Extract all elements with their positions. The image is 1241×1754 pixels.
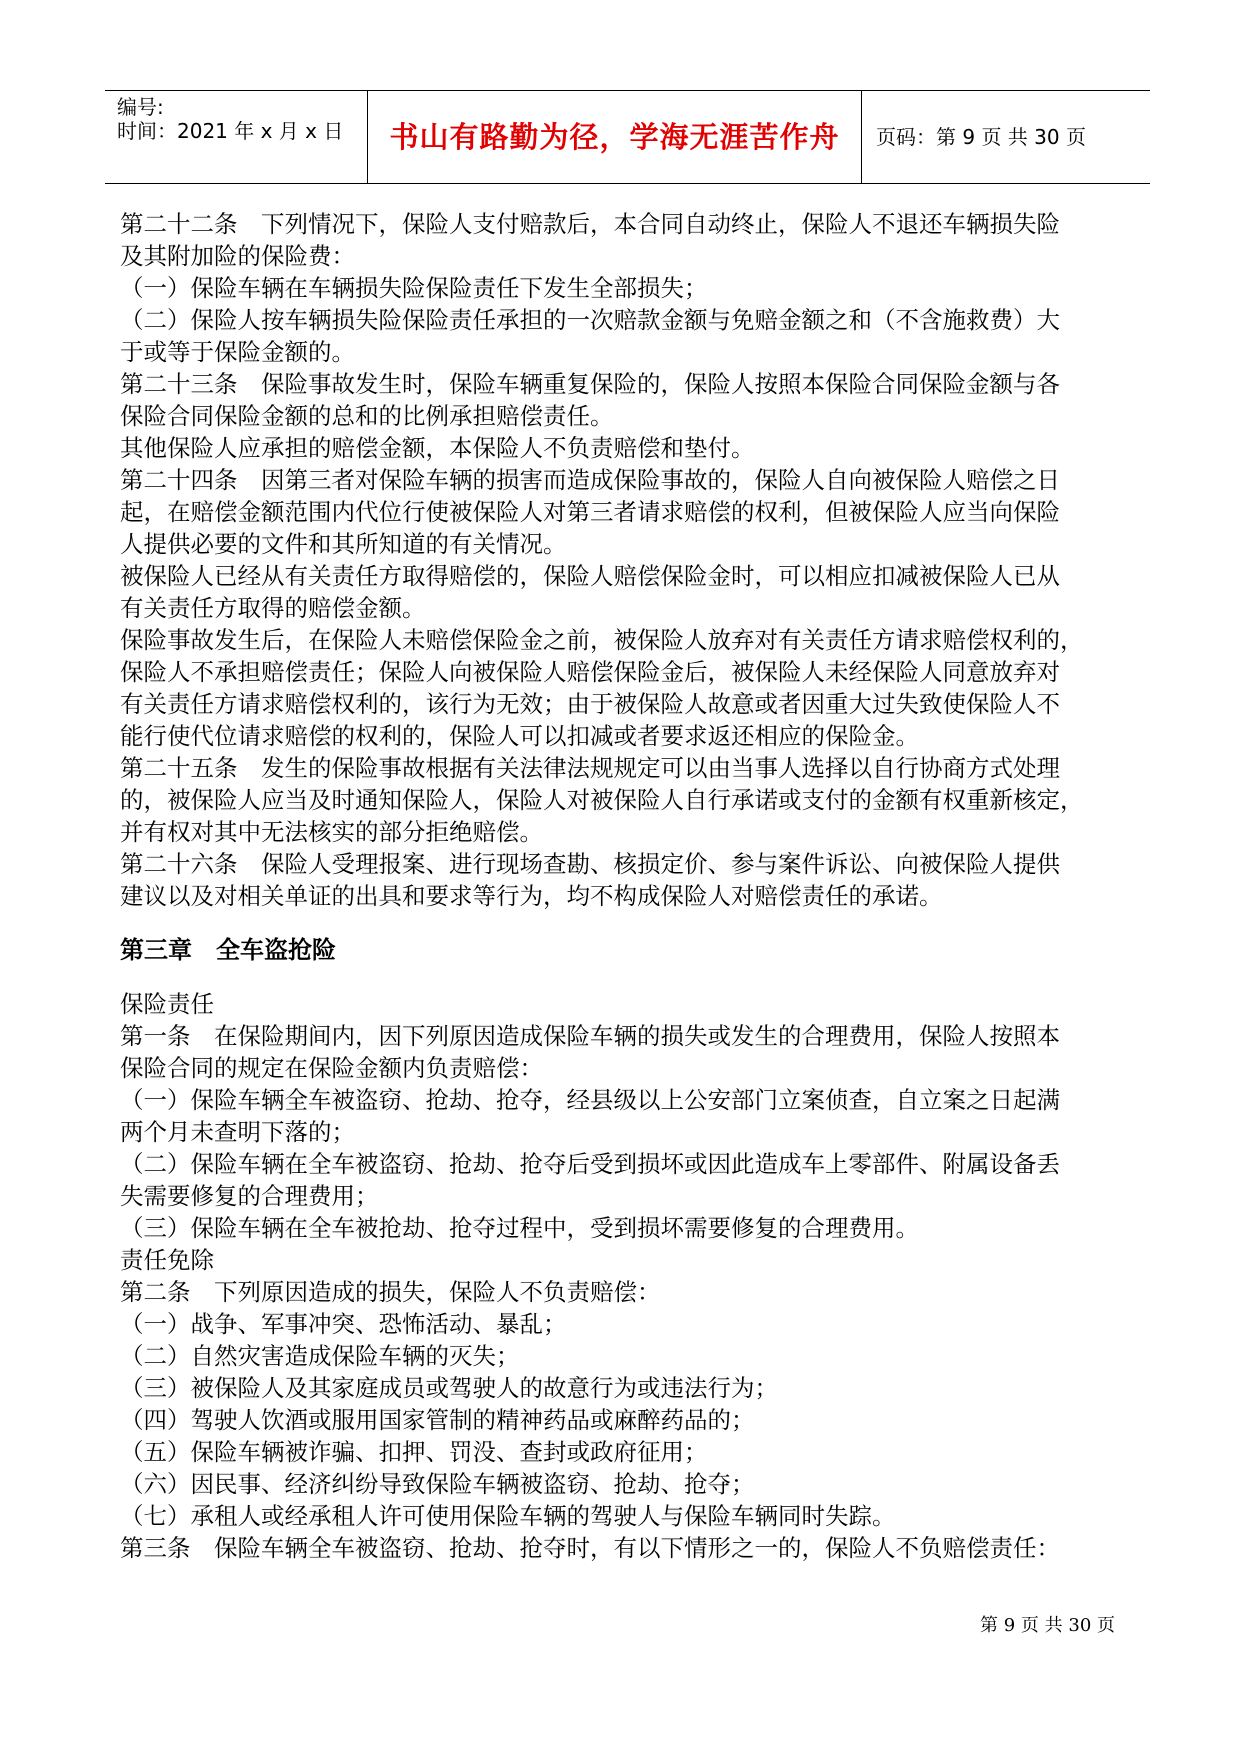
header-meta-cell [105, 91, 367, 183]
body-line: 保险事故发生后，在保险人未赔偿保险金之前，被保险人放弃对有关责任方请求赔偿权利的， [120, 626, 1084, 654]
body-line: 第二十三条 保险事故发生时，保险车辆重复保险的，保险人按照本保险合同保险金额与各 [120, 370, 1060, 398]
page-footer: 第 9 页 共 30 页 [980, 1615, 1115, 1636]
header-page-info: 页码：第 9 页 共 30 页 [876, 125, 1086, 149]
body-line: 并有权对其中无法核实的部分拒绝赔偿。 [120, 818, 543, 846]
body-line: （一）保险车辆全车被盗窃、抢劫、抢夺，经县级以上公安部门立案侦查，自立案之日起满 [120, 1086, 1060, 1114]
body-line: 有关责任方请求赔偿权利的，该行为无效；由于被保险人故意或者因重大过失致使保险人不 [120, 690, 1060, 718]
body-line: （二）保险人按车辆损失险保险责任承担的一次赔款金额与免赔金额之和（不含施救费）大 [120, 306, 1060, 334]
document-body [120, 208, 1130, 1564]
body-line: 保险人不承担赔偿责任；保险人向被保险人赔偿保险金后，被保险人未经保险人同意放弃对 [120, 658, 1060, 686]
body-line: 其他保险人应承担的赔偿金额，本保险人不负责赔偿和垫付。 [120, 434, 755, 462]
body-line: 第二十四条 因第三者对保险车辆的损害而造成保险事故的，保险人自向被保险人赔偿之日 [120, 466, 1060, 494]
section-label: 责任免除 [120, 1246, 214, 1274]
body-line: （二）自然灾害造成保险车辆的灭失； [120, 1342, 520, 1370]
body-line: 能行使代位请求赔偿的权利的，保险人可以扣减或者要求返还相应的保险金。 [120, 722, 919, 750]
body-line: 保险合同保险金额的总和的比例承担赔偿责任。 [120, 402, 614, 430]
body-line: 的，被保险人应当及时通知保险人，保险人对被保险人自行承诺或支付的金额有权重新核定， [120, 786, 1084, 814]
body-line: 及其附加险的保险费： [120, 242, 355, 270]
body-line: （七）承租人或经承租人许可使用保险车辆的驾驶人与保险车辆同时失踪。 [120, 1502, 896, 1530]
body-line: 于或等于保险金额的。 [120, 338, 355, 366]
body-line: 保险合同的规定在保险金额内负责赔偿： [120, 1054, 543, 1082]
body-line: 失需要修复的合理费用； [120, 1182, 379, 1210]
body-line: （四）驾驶人饮酒或服用国家管制的精神药品或麻醉药品的； [120, 1406, 755, 1434]
body-line: 起，在赔偿金额范围内代位行使被保险人对第三者请求赔偿的权利，但被保险人应当向保险 [120, 498, 1060, 526]
body-line: 被保险人已经从有关责任方取得赔偿的，保险人赔偿保险金时，可以相应扣减被保险人已从 [120, 562, 1060, 590]
body-line: （一）保险车辆在车辆损失险保险责任下发生全部损失； [120, 274, 708, 302]
body-line: 第二条 下列原因造成的损失，保险人不负责赔偿： [120, 1278, 661, 1306]
section-label: 保险责任 [120, 990, 214, 1018]
document-time-label: 时间：2021 年 x 月 x 日 [117, 119, 344, 143]
header-page-cell [862, 91, 1150, 183]
body-line: （一）战争、军事冲突、恐怖活动、暴乱； [120, 1310, 567, 1338]
body-line: （三）保险车辆在全车被抢劫、抢夺过程中，受到损坏需要修复的合理费用。 [120, 1214, 919, 1242]
header-motto-cell [367, 91, 862, 183]
header-motto: 书山有路勤为径，学海无涯苦作舟 [389, 120, 840, 154]
chapter-heading: 第三章 全车盗抢险 [120, 936, 336, 964]
body-line: （三）被保险人及其家庭成员或驾驶人的故意行为或违法行为； [120, 1374, 778, 1402]
page-header [105, 90, 1150, 184]
body-line: （二）保险车辆在全车被盗窃、抢劫、抢夺后受到损坏或因此造成车上零部件、附属设备丢 [120, 1150, 1060, 1178]
body-line: 第二十六条 保险人受理报案、进行现场查勘、核损定价、参与案件诉讼、向被保险人提供 [120, 850, 1060, 878]
body-line: 第一条 在保险期间内，因下列原因造成保险车辆的损失或发生的合理费用，保险人按照本 [120, 1022, 1060, 1050]
body-line: （六）因民事、经济纠纷导致保险车辆被盗窃、抢劫、抢夺； [120, 1470, 755, 1498]
body-line: 两个月未查明下落的； [120, 1118, 355, 1146]
body-line: （五）保险车辆被诈骗、扣押、罚没、查封或政府征用； [120, 1438, 708, 1466]
body-line: 人提供必要的文件和其所知道的有关情况。 [120, 530, 567, 558]
body-line: 第二十五条 发生的保险事故根据有关法律法规规定可以由当事人选择以自行协商方式处理 [120, 754, 1060, 782]
document-number-label: 编号: [117, 95, 164, 119]
body-line: 第二十二条 下列情况下，保险人支付赔款后，本合同自动终止，保险人不退还车辆损失险 [120, 210, 1060, 238]
body-line: 有关责任方取得的赔偿金额。 [120, 594, 426, 622]
body-line: 建议以及对相关单证的出具和要求等行为，均不构成保险人对赔偿责任的承诺。 [120, 882, 943, 910]
body-line: 第三条 保险车辆全车被盗窃、抢劫、抢夺时，有以下情形之一的，保险人不负赔偿责任： [120, 1534, 1060, 1562]
